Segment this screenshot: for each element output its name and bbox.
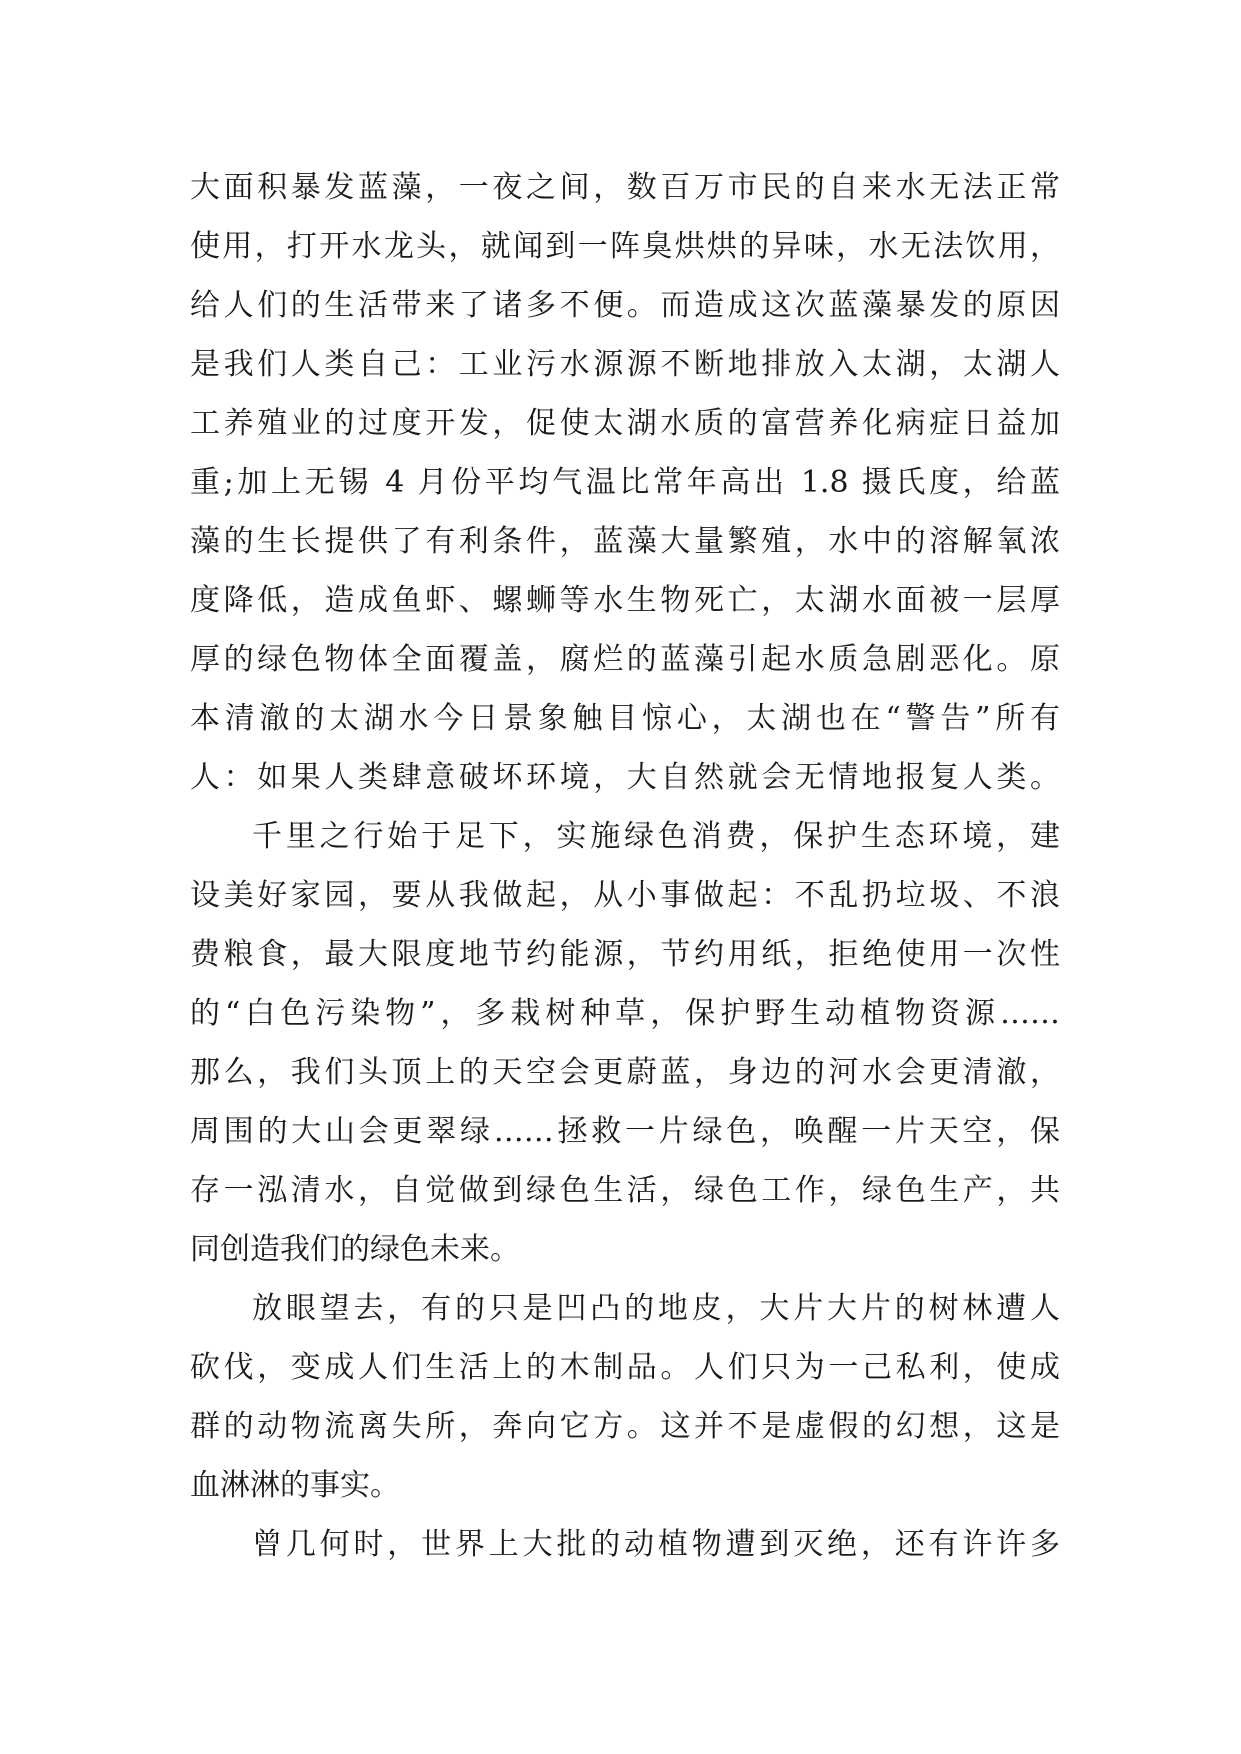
text-line: 度降低，造成鱼虾、螺蛳等水生物死亡，太湖水面被一层厚 — [190, 583, 1060, 618]
text-line: 曾几何时，世界上大批的动植物遭到灭绝，还有许许多 — [252, 1527, 1060, 1562]
body-text — [190, 158, 1060, 1574]
text-line: 重;加上无锡 4 月份平均气温比常年高出 1.8 摄氏度，给蓝 — [190, 465, 1060, 500]
text-line: 周围的大山会更翠绿……拯救一片绿色，唤醒一片天空，保 — [190, 1114, 1060, 1149]
text-line: 使用，打开水龙头，就闻到一阵臭烘烘的异味，水无法饮用， — [190, 229, 1060, 264]
text-line: 的“白色污染物”，多栽树种草，保护野生动植物资源…… — [190, 996, 1060, 1031]
text-line: 放眼望去，有的只是凹凸的地皮，大片大片的树林遭人 — [252, 1291, 1060, 1326]
text-line: 厚的绿色物体全面覆盖，腐烂的蓝藻引起水质急剧恶化。原 — [190, 642, 1060, 677]
text-line: 同创造我们的绿色未来。 — [190, 1232, 520, 1267]
text-line: 给人们的生活带来了诸多不便。而造成这次蓝藻暴发的原因 — [190, 288, 1060, 323]
paragraph — [190, 807, 1060, 1279]
text-line: 藻的生长提供了有利条件，蓝藻大量繁殖，水中的溶解氧浓 — [190, 524, 1060, 559]
text-line: 是我们人类自己：工业污水源源不断地排放入太湖，太湖人 — [190, 347, 1060, 382]
text-line: 设美好家园，要从我做起，从小事做起：不乱扔垃圾、不浪 — [190, 878, 1060, 913]
text-line: 砍伐，变成人们生活上的木制品。人们只为一己私利，使成 — [190, 1350, 1060, 1385]
text-line: 工养殖业的过度开发，促使太湖水质的富营养化病症日益加 — [190, 406, 1060, 441]
text-line: 大面积暴发蓝藻，一夜之间，数百万市民的自来水无法正常 — [190, 170, 1060, 205]
paragraph — [190, 1515, 1060, 1574]
text-line: 血淋淋的事实。 — [190, 1468, 400, 1503]
text-line: 存一泓清水，自觉做到绿色生活，绿色工作，绿色生产，共 — [190, 1173, 1060, 1208]
paragraph — [190, 158, 1060, 807]
text-line: 群的动物流离失所，奔向它方。这并不是虚假的幻想，这是 — [190, 1409, 1060, 1444]
text-line: 人：如果人类肆意破坏环境，大自然就会无情地报复人类。 — [190, 760, 1060, 795]
text-line: 千里之行始于足下，实施绿色消费，保护生态环境，建 — [252, 819, 1060, 854]
text-line: 本清澈的太湖水今日景象触目惊心，太湖也在“警告”所有 — [190, 701, 1060, 736]
paragraph — [190, 1279, 1060, 1515]
text-line: 那么，我们头顶上的天空会更蔚蓝，身边的河水会更清澈， — [190, 1055, 1060, 1090]
text-line: 费粮食，最大限度地节约能源，节约用纸，拒绝使用一次性 — [190, 937, 1060, 972]
